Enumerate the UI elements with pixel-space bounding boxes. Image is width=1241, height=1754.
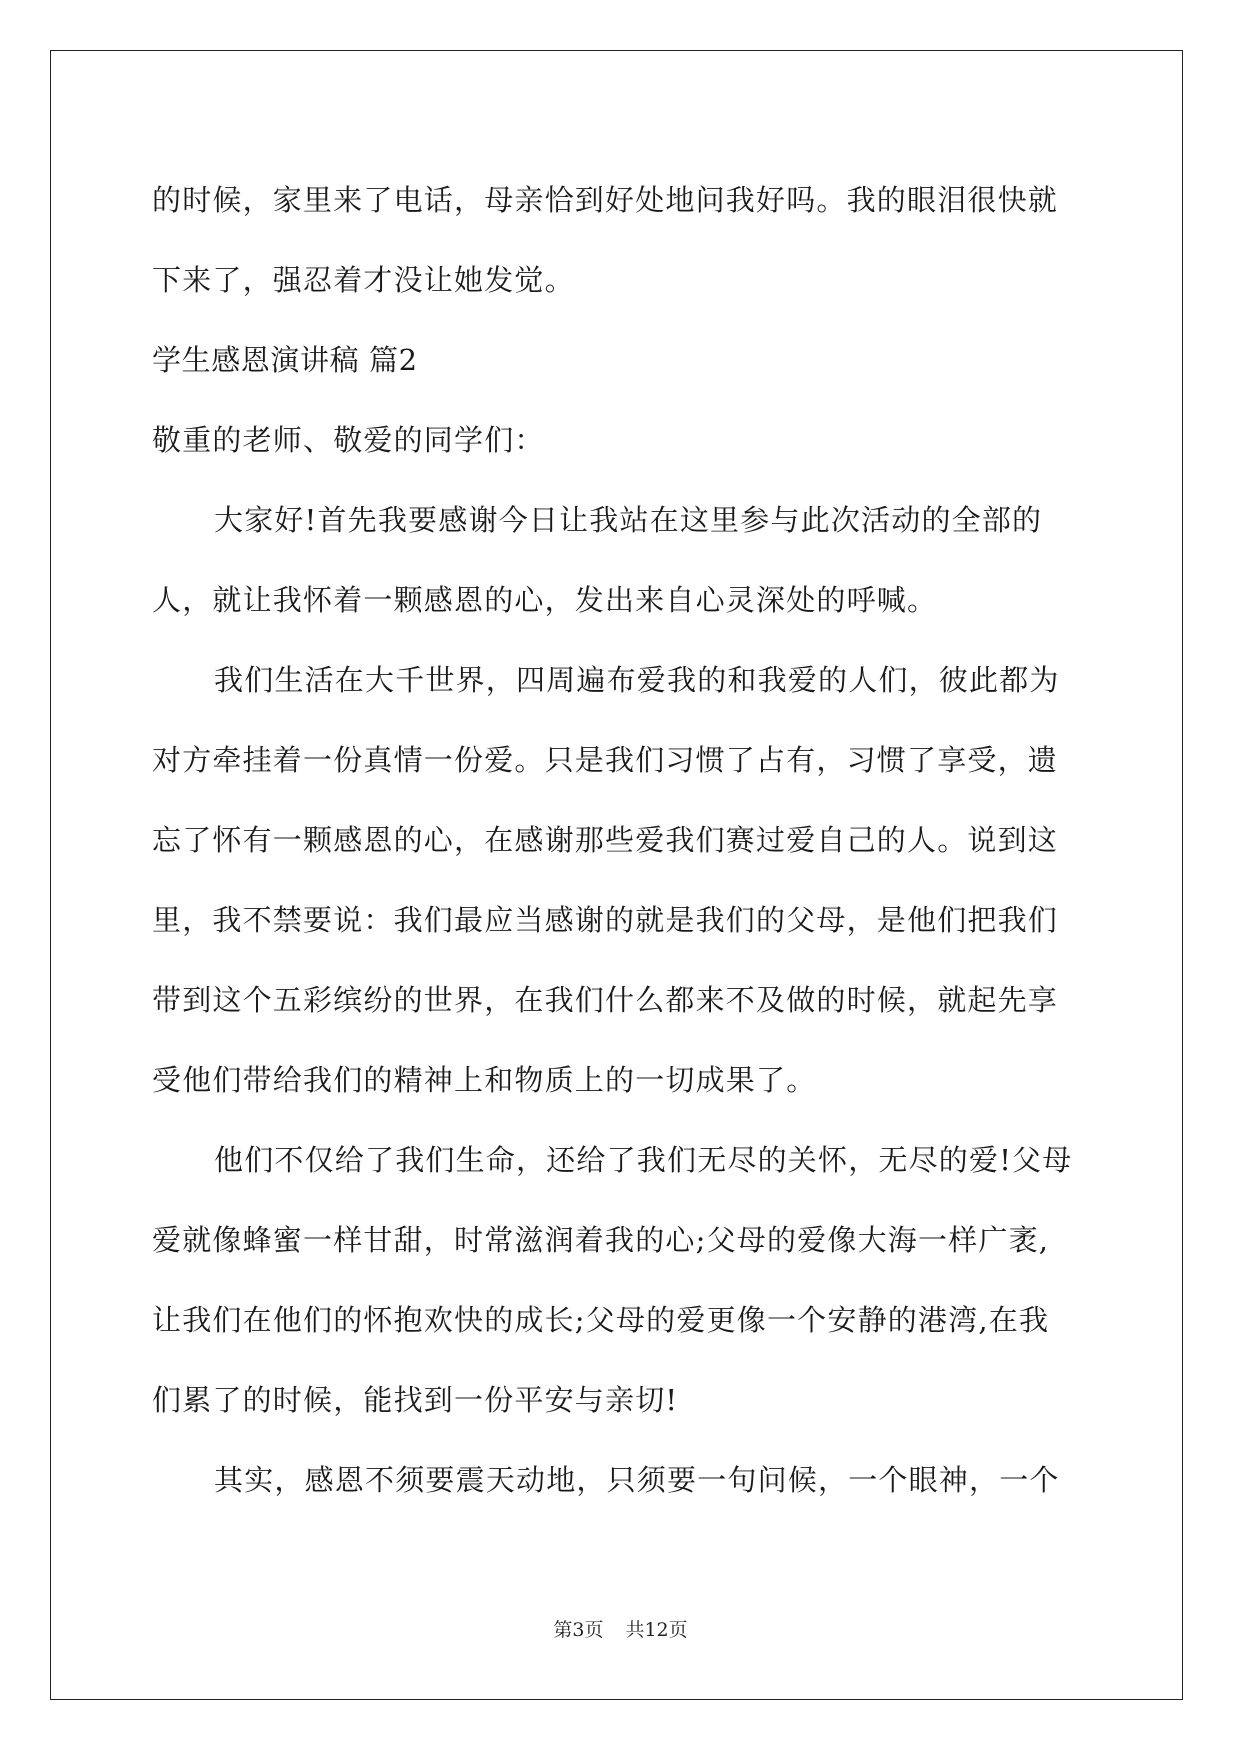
page-number: 第3页 [553, 1619, 604, 1641]
text-line-9: 忘了怀有一颗感恩的心，在感谢那些爱我们赛过爱自己的人。说到这 [152, 823, 1059, 857]
text-line-5: 大家好!首先我要感谢今日让我站在这里参与此次活动的全部的 [214, 503, 1043, 537]
text-line-13: 他们不仅给了我们生命，还给了我们无尽的关怀，无尽的爱!父母 [214, 1143, 1073, 1177]
text-line-8: 对方牵挂着一份真情一份爱。只是我们习惯了占有，习惯了享受，遗 [152, 743, 1059, 777]
document-body [152, 160, 1092, 1520]
text-line-2: 下来了，强忍着才没让她发觉。 [152, 263, 575, 297]
text-line-17: 其实，感恩不须要震天动地，只须要一句问候，一个眼神，一个 [214, 1463, 1060, 1497]
text-line-10: 里，我不禁要说：我们最应当感谢的就是我们的父母，是他们把我们 [152, 903, 1059, 937]
text-line-11: 带到这个五彩缤纷的世界，在我们什么都来不及做的时候，就起先享 [152, 983, 1059, 1017]
text-line-16: 们累了的时候，能找到一份平安与亲切! [152, 1383, 679, 1417]
section-heading: 学生感恩演讲稿 篇2 [152, 343, 418, 377]
text-line-15: 让我们在他们的怀抱欢快的成长;父母的爱更像一个安静的港湾,在我 [152, 1303, 1050, 1337]
text-line-1: 的时候，家里来了电话，母亲恰到好处地问我好吗。我的眼泪很快就 [152, 183, 1059, 217]
text-line-7: 我们生活在大千世界，四周遍布爱我的和我爱的人们，彼此都为 [214, 663, 1060, 697]
text-line-14: 爱就像蜂蜜一样甘甜，时常滋润着我的心;父母的爱像大海一样广袤, [152, 1223, 1050, 1257]
page-total: 共12页 [625, 1619, 688, 1641]
page-footer [0, 1615, 1241, 1642]
salutation: 敬重的老师、敬爱的同学们： [152, 423, 545, 457]
text-line-12: 受他们带给我们的精神上和物质上的一切成果了。 [152, 1063, 817, 1097]
text-line-6: 人，就让我怀着一颗感恩的心，发出来自心灵深处的呼喊。 [152, 583, 938, 617]
